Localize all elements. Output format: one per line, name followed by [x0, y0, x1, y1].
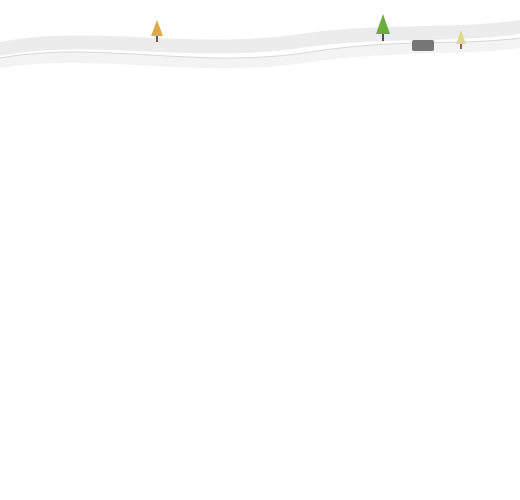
header-decoration: [0, 0, 520, 90]
page-number-badge: [412, 40, 434, 51]
gantt-chart: [141, 346, 391, 434]
